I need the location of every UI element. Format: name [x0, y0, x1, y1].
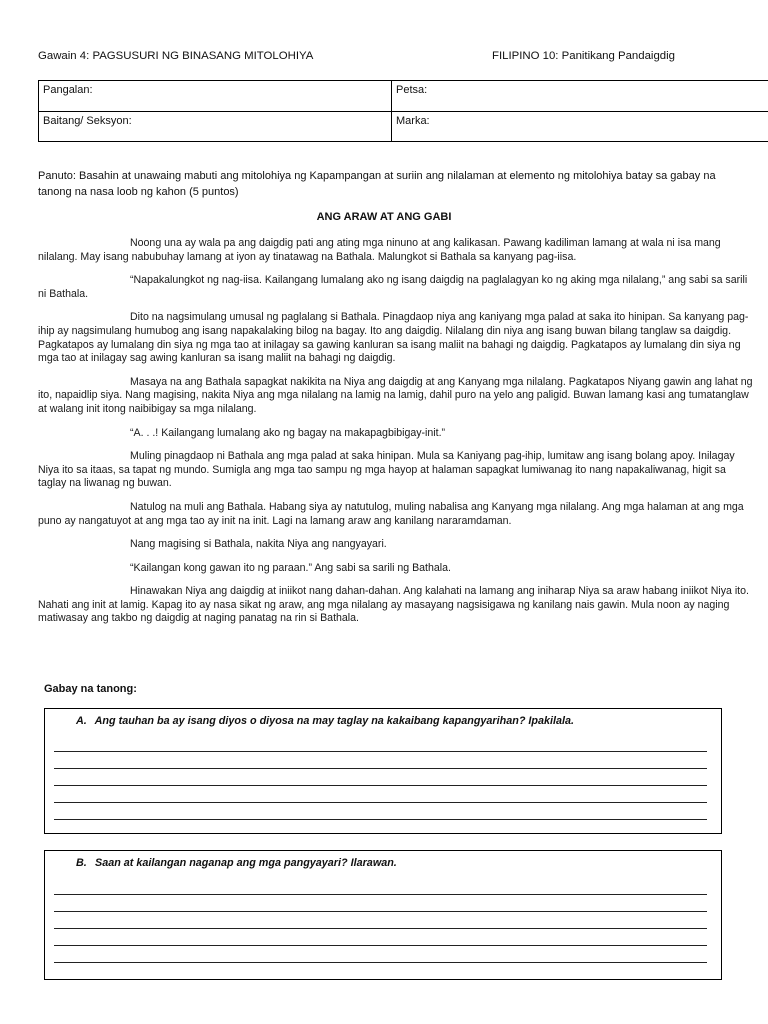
grade-section-label: Baitang/ Seksyon: — [43, 114, 132, 127]
student-info-table — [38, 80, 768, 142]
answer-line[interactable] — [54, 802, 707, 803]
story-paragraph: Noong una ay wala pa ang daigdig pati ang ating mga ninuno at ang kalikasan. Pawang kadiliman lamang at wala ni isa mang nilalang. May isang nabubuhay lamang at iyon ay tinatawag na Bathala. Malungkot si Bathala sa kanyang pag-iisa. — [38, 237, 721, 263]
guide-heading: Gabay na tanong: — [44, 683, 137, 695]
subject-title: FILIPINO 10: Panitikang Pandaigdig — [492, 50, 675, 62]
grade-section-field[interactable] — [39, 111, 392, 142]
story-paragraph: Natulog na muli ang Bathala. Habang siya ay natutulog, muling nabalisa ang Kanyang mga nilalang. Ang mga halaman at ang mga puno ay nangatuyot at ang mga tao ay init na init. Lagi na lamang araw ang kanilang nararamdaman. — [38, 500, 744, 527]
name-field[interactable] — [39, 81, 392, 112]
story-paragraph: Muling pinagdaop ni Bathala ang mga palad at saka hinipan. Mula sa Kaniyang pag-ihip, lumitaw ang isang bolang apoy. Inilagay Niya ito sa itaas, sa tapat ng mundo. Sumigla ang mga tao sampu ng mga hayop at halaman sapagkat lumiwanag ito nang napakaliwanag, higit sa taglay na liwanag ng buwan. — [38, 450, 735, 490]
question-b — [76, 857, 397, 869]
activity-title: Gawain 4: PAGSUSURI NG BINASANG MITOLOHIYA — [38, 50, 314, 62]
answer-line[interactable] — [54, 785, 707, 786]
answer-line[interactable] — [54, 768, 707, 769]
answer-line[interactable] — [54, 819, 707, 820]
question-text: Saan at kailangan naganap ang mga pangyayari? Ilarawan. — [95, 857, 397, 869]
story-paragraph: “Napakalungkot ng nag-iisa. Kailangang lumalang ako ng isang daigdig na paglalagyan ko ng aking mga nilalang,” ang sabi sa sarili ni Bathala. — [38, 274, 748, 300]
story-paragraph: “Kailangan kong gawan ito ng paraan.” Ang sabi sa sarili ng Bathala. — [130, 561, 451, 574]
question-box-a — [44, 708, 722, 834]
directions-text: Panuto: Basahin at unawaing mabuti ang mitolohiya ng Kapampangan at suriin ang nilalaman at elemento ng mitolohiya batay sa gabay na tanong na nasa loob ng kahon (5 puntos) — [38, 170, 716, 198]
story-body — [38, 237, 756, 636]
answer-line[interactable] — [54, 928, 707, 929]
story-title: ANG ARAW AT ANG GABI — [316, 211, 452, 223]
question-box-b — [44, 850, 722, 980]
score-field[interactable] — [392, 111, 768, 142]
answer-line[interactable] — [54, 962, 707, 963]
question-letter: B. — [76, 857, 87, 869]
question-a — [76, 715, 574, 727]
question-text: Ang tauhan ba ay isang diyos o diyosa na may taglay na kakaibang kapangyarihan? Ipakilala. — [94, 715, 575, 727]
story-paragraph: Masaya na ang Bathala sapagkat nakikita na Niya ang daigdig at ang Kanyang mga nilalang. Pagkatapos Niyang gawin ang lahat ng ito, napaidlip siya. Nang magising, nakita Niya ang mga nilalang na lamig na lamig, dahil puro na yelo ang paligid. Buwan lamang kasi ang tumatanglaw at walang init itong naibibigay sa mga nilalang. — [38, 375, 753, 415]
story-paragraph: “A. . .! Kailangang lumalang ako ng bagay na makapagbibigay-init.” — [130, 426, 446, 439]
answer-line[interactable] — [54, 945, 707, 946]
answer-line[interactable] — [54, 894, 707, 895]
score-label: Marka: — [396, 114, 430, 127]
answer-line[interactable] — [54, 751, 707, 752]
story-paragraph: Nang magising si Bathala, nakita Niya ang nangyayari. — [130, 538, 387, 551]
date-field[interactable] — [392, 81, 768, 112]
question-letter: A. — [76, 715, 87, 727]
date-label: Petsa: — [396, 84, 428, 96]
name-label: Pangalan: — [43, 84, 93, 96]
story-paragraph: Dito na nagsimulang umusal ng paglalang si Bathala. Pinagdaop niya ang kaniyang mga palad at saka ito hinipan. Sa kanyang pag-ihip ay nagsimulang humubog ang isang napakalaking bilog na bagay. Ito ang daigdig. Nilalang din niya ang isang buwan bilang tanglaw sa daigdig. Pagkatapos ay lumalang din siya ng mga tao at inilagay sa gawing kanluran sa isang maliit na bahagi ng daigdig. Pagkatapos ay lumalang din siya ng mga tao at inilagay sag awing kanluran sa isang maliit na bahagi ng daigdig. — [38, 311, 749, 365]
answer-line[interactable] — [54, 911, 707, 912]
story-paragraph: Hinawakan Niya ang daigdig at iniikot nang dahan-dahan. Ang kalahati na lamang ang iniharap Niya sa araw habang iniikot Niya ito. Nahati ang init at lamig. Kapag ito ay nasa sikat ng araw, ang mga nilalang ay masayang nagsisigawa ng kanilang nais gawin. Mula noon ay naging matiwasay ang takbo ng daigdig at naging panatag na rin si Bathala. — [38, 585, 749, 625]
